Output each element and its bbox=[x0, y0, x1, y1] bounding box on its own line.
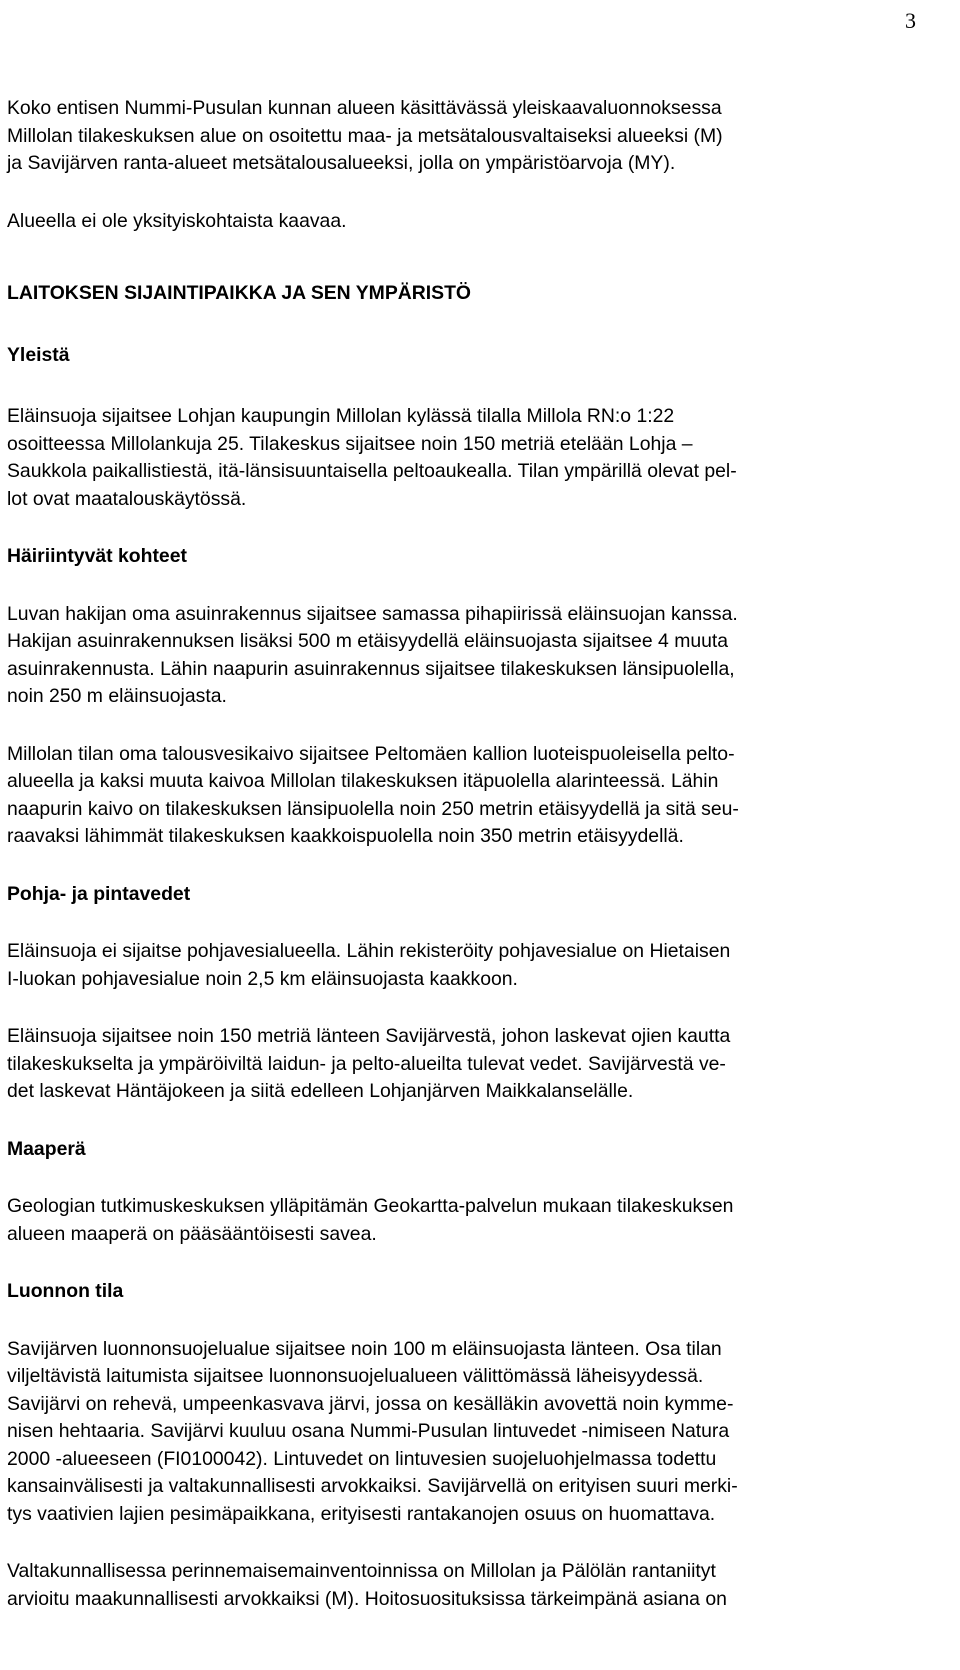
subheading-hairiintyvat-kohteet: Häiriintyvät kohteet bbox=[7, 545, 187, 567]
text-line: Luvan hakijan oma asuinrakennus sijaitsee samassa pihapiirissä eläinsuojan kanssa. bbox=[7, 602, 738, 625]
paragraph-perinnemaisema bbox=[7, 1558, 897, 1613]
paragraph-kaava bbox=[7, 208, 897, 236]
subheading-pohja-ja-pintavedet: Pohja- ja pintavedet bbox=[7, 882, 191, 905]
text-line: 2000 -alueeseen (FI0100042). Lintuvedet on lintuvesien suojeluohjelmassa todettu bbox=[7, 1447, 717, 1470]
text-line: Valtakunnallisessa perinnemaisemainventoinnissa on Millolan ja Pälölän rantaniityt bbox=[7, 1560, 716, 1582]
text-line: Savijärven luonnonsuojelualue sijaitsee noin 100 m eläinsuojasta länteen. Osa tilan bbox=[7, 1337, 722, 1360]
page-number: 3 bbox=[905, 8, 916, 33]
text-line: Hakijan asuinrakennuksen lisäksi 500 m etäisyydellä eläinsuojasta sijaitsee 4 muuta bbox=[7, 630, 729, 652]
paragraph-sijainti bbox=[7, 403, 897, 513]
text-line: kansainvälisesti ja valtakunnallisesti arvokkaiksi. Savijärvellä on erityisen suuri merki- bbox=[7, 1475, 738, 1497]
text-line: arvioitu maakunnallisesti arvokkaiksi (M). Hoitosuosituksissa tärkeimpänä asiana on bbox=[7, 1587, 727, 1610]
paragraph-luonnonsuojelu bbox=[7, 1336, 897, 1529]
text-line: Millolan tilan oma talousvesikaivo sijaitsee Peltomäen kallion luoteispuoleisella pelto- bbox=[7, 742, 735, 765]
text-line: alueella ja kaksi muuta kaivoa Millolan tilakeskuksen itäpuolella alarinteessä. Lähin bbox=[7, 770, 719, 792]
text-line: Saukkola paikallistiestä, itä-länsisuuntaisella peltoaukealla. Tilan ympärillä olevat pel- bbox=[7, 460, 737, 482]
text-line: ja Savijärven ranta-alueet metsätalousalueeksi, jolla on ympäristöarvoja (MY). bbox=[7, 152, 676, 174]
subheading-luonnon-tila: Luonnon tila bbox=[7, 1280, 124, 1302]
document-body bbox=[7, 95, 897, 1613]
text-line: Savijärvi on rehevä, umpeenkasvava järvi, jossa on kesälläkin avovettä noin kymme- bbox=[7, 1392, 734, 1415]
text-line: Geologian tutkimuskeskuksen ylläpitämän Geokartta-palvelun mukaan tilakeskuksen bbox=[7, 1195, 734, 1217]
text-line: alueen maaperä on pääsääntöisesti savea. bbox=[7, 1222, 377, 1245]
text-line: nisen hehtaaria. Savijärvi kuuluu osana Nummi-Pusulan lintuvedet -nimiseen Natura bbox=[7, 1420, 730, 1442]
subheading-yleista: Yleistä bbox=[7, 343, 70, 366]
paragraph-yleiskaava bbox=[7, 95, 897, 178]
paragraph-pintavedet bbox=[7, 1023, 897, 1106]
text-line: det laskevat Häntäjokeen ja siitä edelleen Lohjanjärven Maikkalanselälle. bbox=[7, 1080, 634, 1102]
text-line: raavaksi lähimmät tilakeskuksen kaakkoispuolella noin 350 metrin etäisyydellä. bbox=[7, 825, 684, 847]
text-line: lot ovat maatalouskäytössä. bbox=[7, 487, 247, 510]
text-line: Alueella ei ole yksityiskohtaista kaavaa. bbox=[7, 209, 347, 232]
text-line: Eläinsuoja ei sijaitse pohjavesialueella. Lähin rekisteröity pohjavesialue on Hietaisen bbox=[7, 940, 731, 962]
paragraph-asuinrakennukset bbox=[7, 601, 897, 711]
section-heading-main: LAITOKSEN SIJAINTIPAIKKA JA SEN YMPÄRISTÖ bbox=[7, 282, 472, 304]
text-line: tys vaativien lajien pesimäpaikkana, erityisesti rantakanojen osuus on huomattava. bbox=[7, 1502, 716, 1525]
text-line: osoitteessa Millolankuja 25. Tilakeskus sijaitsee noin 150 metriä etelään Lohja – bbox=[7, 432, 693, 455]
text-line: Koko entisen Nummi-Pusulan kunnan alueen käsittävässä yleiskaavaluonnoksessa bbox=[7, 97, 722, 119]
paragraph-kaivot bbox=[7, 741, 897, 851]
text-line: naapurin kaivo on tilakeskuksen länsipuolella noin 250 metrin etäisyydellä ja sitä seu- bbox=[7, 797, 739, 820]
text-line: Eläinsuoja sijaitsee noin 150 metriä länteen Savijärvestä, johon laskevat ojien kautta bbox=[7, 1025, 731, 1047]
text-line: Millolan tilakeskuksen alue on osoitettu maa- ja metsätalousvaltaiseksi alueeksi (M) bbox=[7, 124, 723, 147]
text-line: tilakeskukselta ja ympäröiviltä laidun- ja pelto-alueilta tulevat vedet. Savijärvestä ve- bbox=[7, 1052, 726, 1075]
text-line: viljeltävistä laitumista sijaitsee luonnonsuojelualueen välittömässä läheisyydessä. bbox=[7, 1365, 704, 1387]
text-line: Eläinsuoja sijaitsee Lohjan kaupungin Millolan kylässä tilalla Millola RN:o 1:22 bbox=[7, 405, 675, 427]
subheading-maapera: Maaperä bbox=[7, 1137, 86, 1160]
paragraph-maapera bbox=[7, 1193, 897, 1248]
paragraph-pohjavesi bbox=[7, 938, 897, 993]
text-line: I-luokan pohjavesialue noin 2,5 km eläinsuojasta kaakkoon. bbox=[7, 967, 518, 990]
text-line: asuinrakennusta. Lähin naapurin asuinrakennus sijaitsee tilakeskuksen länsipuolella, bbox=[7, 657, 735, 680]
text-line: noin 250 m eläinsuojasta. bbox=[7, 685, 227, 707]
